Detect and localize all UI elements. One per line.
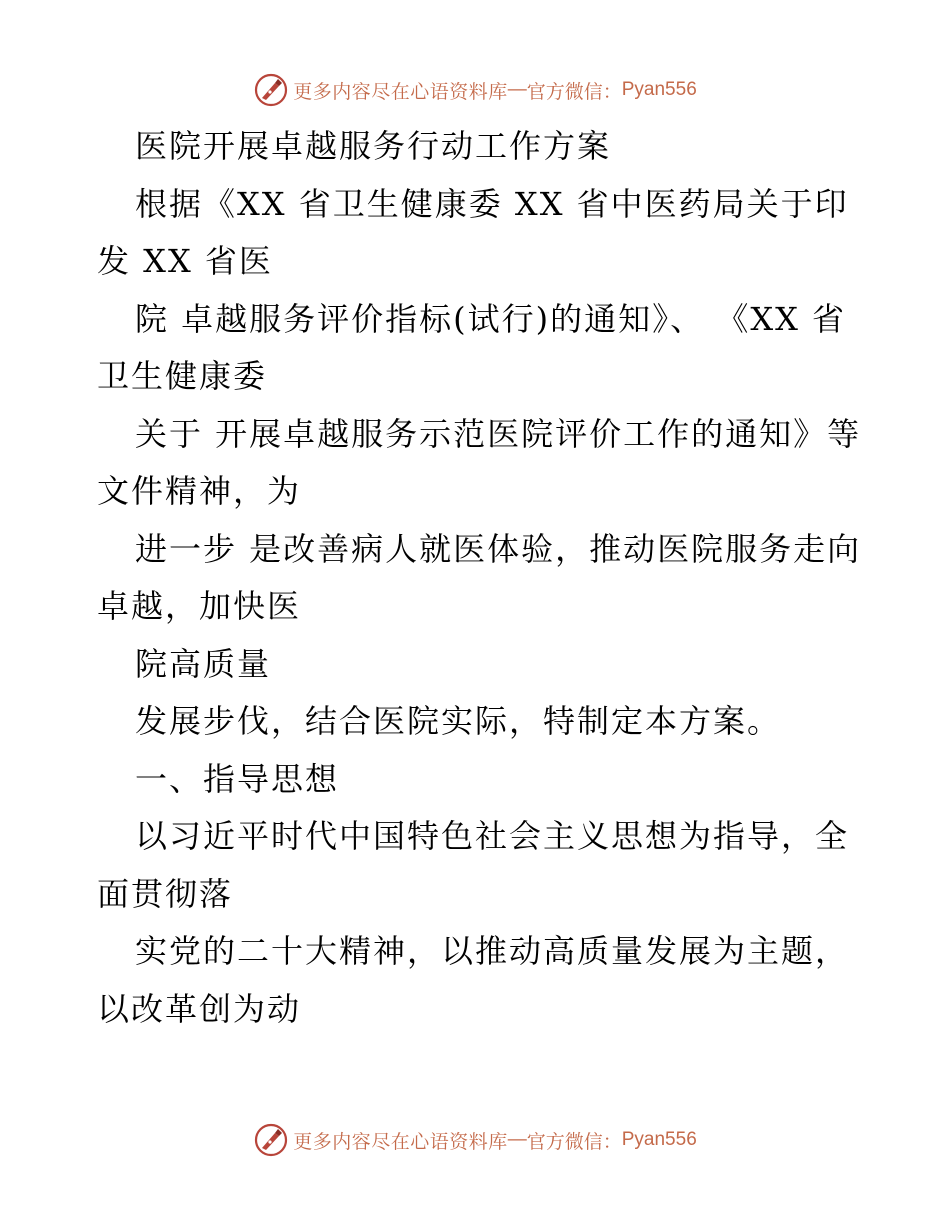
paragraph: 根据《XX 省卫生健康委 XX 省中医药局关于印发 XX 省医 — [97, 184, 849, 280]
header-watermark — [0, 70, 950, 110]
wechat-account: Pyan556 — [621, 79, 697, 100]
wechat-account: Pyan556 — [621, 1129, 697, 1150]
paragraph: 以习近平时代中国特色社会主义思想为指导，全面贯彻落 — [97, 817, 850, 913]
separator: — — [507, 79, 527, 100]
section-heading: 一、指导思想 — [135, 759, 340, 798]
wechat-label: 官方微信： — [526, 1130, 622, 1153]
paragraph: 进一步 是改善病人就医体验，推动医院服务走向卓越，加快医 — [97, 529, 862, 625]
footer-watermark — [0, 1120, 950, 1160]
promo-text: 更多内容尽在心语资料库 — [293, 1130, 508, 1153]
paragraph: 院 卓越服务评价指标(试行)的通知》、 《XX 省卫生健康委 — [97, 299, 847, 395]
paragraph: 关于 开展卓越服务示范医院评价工作的通知》等文件精神，为 — [97, 414, 862, 510]
document-body — [97, 118, 867, 1038]
paragraph: 实党的二十大精神，以推动高质量发展为主题，以改革创为动 — [97, 932, 850, 1028]
paragraph: 院高质量 — [135, 644, 272, 683]
wechat-label: 官方微信： — [526, 80, 622, 103]
pen-nib-circle-icon — [253, 1122, 289, 1158]
document-title: 医院开展卓越服务行动工作方案 — [135, 127, 612, 165]
paragraph: 发展步伐，结合医院实际，特制定本方案。 — [135, 702, 782, 740]
promo-text: 更多内容尽在心语资料库 — [293, 80, 508, 103]
pen-nib-circle-icon — [253, 72, 289, 108]
separator: — — [507, 1129, 527, 1150]
